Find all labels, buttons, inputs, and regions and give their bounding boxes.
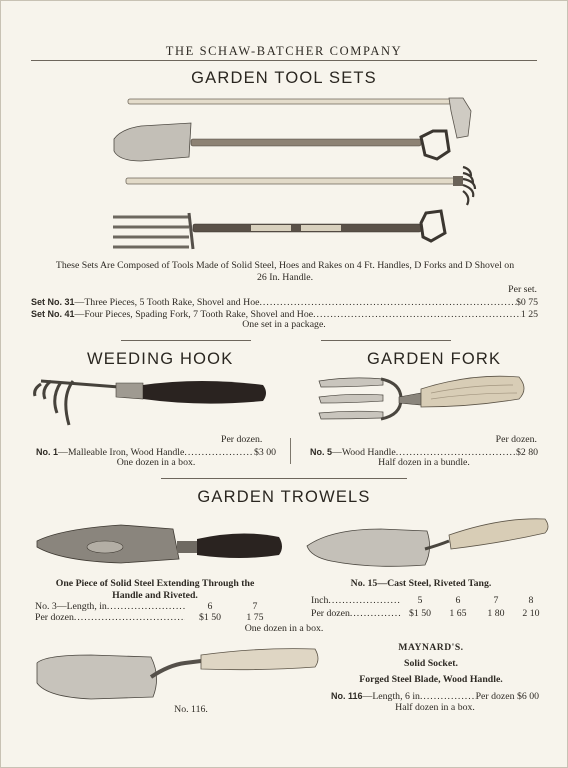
trowels-shared-packing: One dozen in a box.: [244, 623, 324, 634]
tool-sets-title: GARDEN TOOL SETS: [191, 69, 377, 87]
weeding-hook-packing: One dozen in a box.: [116, 457, 196, 468]
garden-fork-packing: Half dozen in a bundle.: [378, 457, 470, 468]
maynards-text: —Length, 6 in: [362, 691, 420, 702]
set-31-text: —Three Pieces, 5 Tooth Rake, Shovel and Hoe: [74, 297, 260, 308]
tool-sets-packing: One set in a package.: [242, 319, 326, 330]
set-41-text: —Four Pieces, Spading Fork, 7 Tooth Rake, Shovel and Hoe: [74, 309, 314, 320]
garden-fork-number: No. 5: [310, 447, 333, 457]
trowel-no15-price-8: 2 10: [522, 608, 540, 619]
trowels-title: GARDEN TROWELS: [197, 488, 371, 506]
trowel-no15-price-6: 1 65: [449, 608, 467, 619]
garden-fork-title: GARDEN FORK: [367, 350, 502, 368]
trowel-no3-price-6: $1 50: [198, 612, 222, 623]
trowel-no3-length-7: 7: [252, 601, 258, 612]
maynards-packing: Half dozen in a box.: [395, 702, 475, 713]
trowel-no3-price-7: 1 75: [246, 612, 264, 623]
garden-fork-price-unit: Per dozen.: [495, 434, 537, 445]
weeding-hook-text: —Malleable Iron, Wood Handle: [58, 447, 185, 458]
trowel-no3-desc-1: One Piece of Solid Steel Extending Through the: [55, 578, 255, 589]
trowel-no15-desc: No. 15—Cast Steel, Riveted Tang.: [350, 578, 492, 589]
trowel-no15-inch-label: Inch: [311, 595, 329, 606]
company-header: THE SCHAW-BATCHER COMPANY: [165, 44, 403, 58]
trowel-no3-length-label: No. 3—Length, in: [35, 601, 107, 612]
set-31-price: $0 75: [515, 297, 538, 308]
maynards-price: Per dozen $6 00: [475, 691, 539, 702]
weeding-hook-number: No. 1: [36, 447, 59, 457]
tool-sets-description-2: 26 In. Handle.: [256, 272, 314, 283]
trowel-no15-size-5: 5: [417, 595, 423, 606]
trowel-no15-price-7: 1 80: [487, 608, 505, 619]
garden-fork-price: $2 80: [515, 447, 538, 458]
trowel-no3-desc-2: Handle and Riveted.: [112, 590, 198, 601]
maynards-title: MAYNARD'S.: [398, 642, 464, 653]
trowel-no15-price-5: $1 50: [408, 608, 432, 619]
trowel-no15-per-dozen: Per dozen: [311, 608, 350, 619]
weeding-hook-price: $3 00: [253, 447, 276, 458]
maynards-line2: Forged Steel Blade, Wood Handle.: [359, 674, 503, 685]
trowel-no15-size-8: 8: [528, 595, 534, 606]
tool-sets-description-1: These Sets Are Composed of Tools Made of Solid Steel, Hoes and Rakes on 4 Ft. Handles, D Forks and D Shovel on: [55, 260, 515, 271]
trowel-no3-length-6: 6: [207, 601, 213, 612]
set-31-number: Set No. 31: [31, 297, 75, 307]
trowel-no15-size-6: 6: [455, 595, 461, 606]
maynards-line1: Solid Socket.: [404, 658, 458, 669]
trowel-no116-caption: No. 116.: [174, 704, 208, 715]
maynards-number: No. 116: [331, 691, 363, 701]
trowel-no3-per-dozen: Per dozen: [35, 612, 74, 623]
trowel-no15-size-7: 7: [493, 595, 499, 606]
tool-sets-price-unit: Per set.: [508, 284, 537, 295]
set-41-number: Set No. 41: [31, 309, 75, 319]
weeding-hook-price-unit: Per dozen.: [221, 434, 263, 445]
garden-fork-text: —Wood Handle: [332, 447, 396, 458]
weeding-hook-title: WEEDING HOOK: [87, 350, 234, 368]
set-41-price: 1 25: [520, 309, 538, 320]
